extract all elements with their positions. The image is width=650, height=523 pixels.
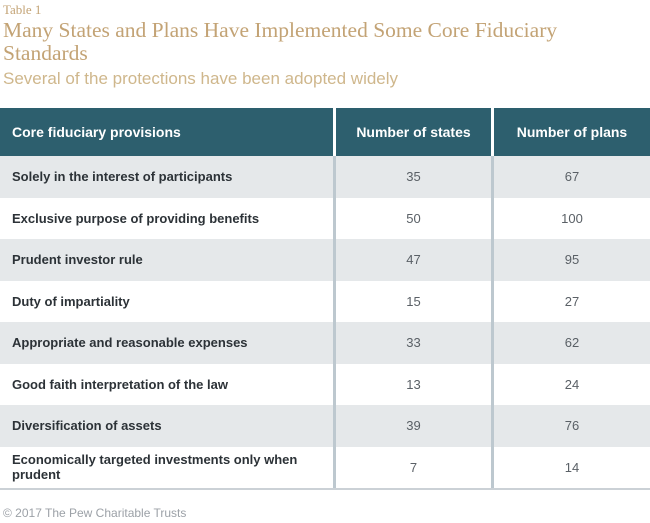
fiduciary-provisions-table [0,108,650,490]
table-row [0,447,650,489]
copyright-notice: © 2017 The Pew Charitable Trusts [3,506,187,520]
states-count-cell: 7 [333,447,491,489]
provision-cell: Solely in the interest of participants [12,169,233,185]
figure-heading [0,0,650,89]
states-count-cell: 47 [333,239,491,281]
states-count-cell: 35 [333,156,491,198]
provision-cell: Appropriate and reasonable expenses [12,335,248,351]
table-row [0,364,650,406]
plans-count-cell: 100 [491,198,650,240]
plans-count-cell: 27 [491,281,650,323]
column-header-provisions: Core fiduciary provisions [0,108,333,156]
table-row [0,198,650,240]
column-header-plans: Number of plans [491,108,650,156]
plans-count-cell: 67 [491,156,650,198]
states-count-cell: 15 [333,281,491,323]
plans-count-cell: 14 [491,447,650,489]
states-count-cell: 13 [333,364,491,406]
provision-cell: Diversification of assets [12,418,162,434]
provision-cell: Exclusive purpose of providing benefits [12,210,260,226]
states-count-cell: 39 [333,405,491,447]
provision-cell: Prudent investor rule [12,252,143,268]
table-header-row [0,108,650,156]
provision-cell: Good faith interpretation of the law [12,376,228,392]
table-row [0,322,650,364]
figure-title: Many States and Plans Have Implemented Some Core Fiduciary Standards [3,18,558,65]
plans-count-cell: 95 [491,239,650,281]
table-row [0,281,650,323]
plans-count-cell: 62 [491,322,650,364]
column-header-states: Number of states [333,108,491,156]
plans-count-cell: 76 [491,405,650,447]
provision-cell: Duty of impartiality [12,293,130,309]
table-row [0,405,650,447]
table-body [0,156,650,490]
plans-count-cell: 24 [491,364,650,406]
states-count-cell: 50 [333,198,491,240]
table-number-label: Table 1 [3,2,42,17]
table-row [0,239,650,281]
table-row [0,156,650,198]
figure-subtitle: Several of the protections have been adopted widely [3,69,399,88]
states-count-cell: 33 [333,322,491,364]
provision-cell: Economically targeted investments only when prudent [12,452,298,483]
